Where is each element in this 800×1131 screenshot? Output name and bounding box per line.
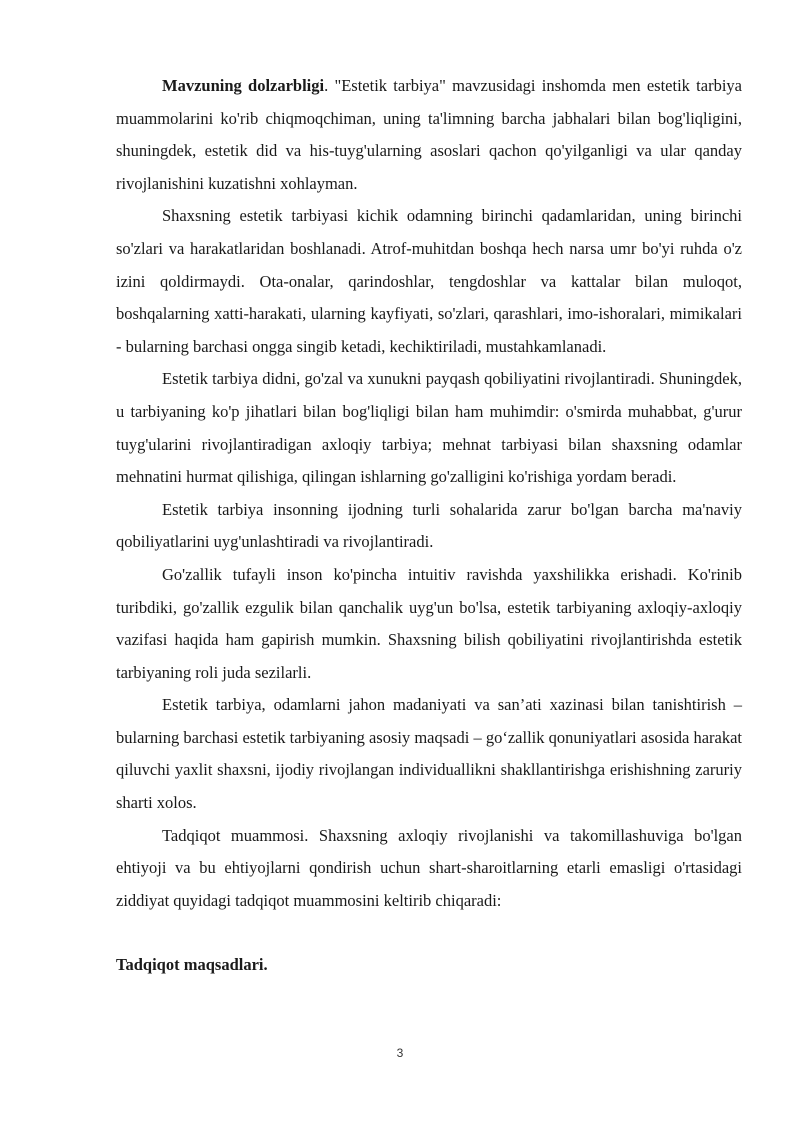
relevance-lead: Mavzuning dolzarbligi: [162, 76, 325, 95]
paragraph-text: . "Estetik tarbiya" mavzusidagi inshomda men estetik tarbiya muammolarini ko'rib chiqmoqchiman, uning ta'limning barcha jabhalari bilan bog'liqligini, shuningdek, estetik did va his-tuyg'ularning asoslari qachon qo'yilganligi va ular qanday rivojlanishini kuzatishni xohlayman.: [116, 76, 742, 193]
paragraph-personal-aesthetics: Shaxsning estetik tarbiyasi kichik odamning birinchi qadamlaridan, uning birinchi so'zlari va harakatlaridan boshlanadi. Atrof-muhitdan boshqa hech narsa umr bo'yi ruhda o'z izini qoldirmaydi. Ota-onalar, qarindoshlar, tengdoshlar va kattalar bilan muloqot, boshqalarning xatti-harakati, ularning kayfiyati, so'zlari, qarashlari, imo-ishoralari, mimikalari - bularning barchasi ongga singib ketadi, kechiktiriladi, mustahkamlanadi.: [116, 206, 742, 356]
paragraph-beauty-goodness: Go'zallik tufayli inson ko'pincha intuitiv ravishda yaxshilikka erishadi. Ko'rinib turibdiki, go'zallik ezgulik bilan qanchalik uyg'un bo'lsa, estetik tarbiyaning axloqiy-axloqiy vazifasi haqida ham gapirish mumkin. Shaxsning bilish qobiliyatini rivojlantirishda estetik tarbiyaning roli juda sezilarli.: [116, 564, 742, 682]
paragraph-harmony: Estetik tarbiya insonning ijodning turli sohalarida zarur bo'lgan barcha ma'naviy qobiliyatlarini uyg'unlashtiradi va rivojlantiradi.: [116, 499, 742, 552]
paragraph-world-culture: Estetik tarbiya, odamlarni jahon madaniyati va san’ati xazinasi bilan tanishtirish – bularning barchasi estetik tarbiyaning asosiy maqsadi – go‘zallik qonuniyatlari asosida harakat qiluvchi yaxlit shaxsni, ijodiy rivojlangan individuallikni shakllantirishga erishishning zaruriy sharti xolos.: [116, 695, 742, 813]
paragraph-relevance: [116, 70, 742, 200]
paragraph-research-problem: Tadqiqot muammosi. Shaxsning axloqiy rivojlanishi va takomillashuviga bo'lgan ehtiyoji va bu ehtiyojlarni qondirish uchun shart-sharoitlarning etarli emasligi o'rtasidagi ziddiyat quyidagi tadqiqot muammosini keltirib chiqaradi:: [116, 825, 742, 910]
document-page: [116, 70, 742, 982]
page-number: 3: [396, 1046, 404, 1060]
section-heading-research-goals: Tadqiqot maqsadlari.: [116, 955, 268, 975]
paragraph-taste-development: Estetik tarbiya didni, go'zal va xunukni payqash qobiliyatini rivojlantiradi. Shuningdek, u tarbiyaning ko'p jihatlari bilan bog'liqligi bilan ham muhimdir: o'smirda muhabbat, g'urur tuyg'ularini rivojlantiradigan axloqiy tarbiya; mehnat tarbiyasi bilan shaxsning odamlar mehnatini hurmat qilishiga, qilingan ishlarning go'zalligini ko'rishiga yordam beradi.: [116, 369, 742, 487]
